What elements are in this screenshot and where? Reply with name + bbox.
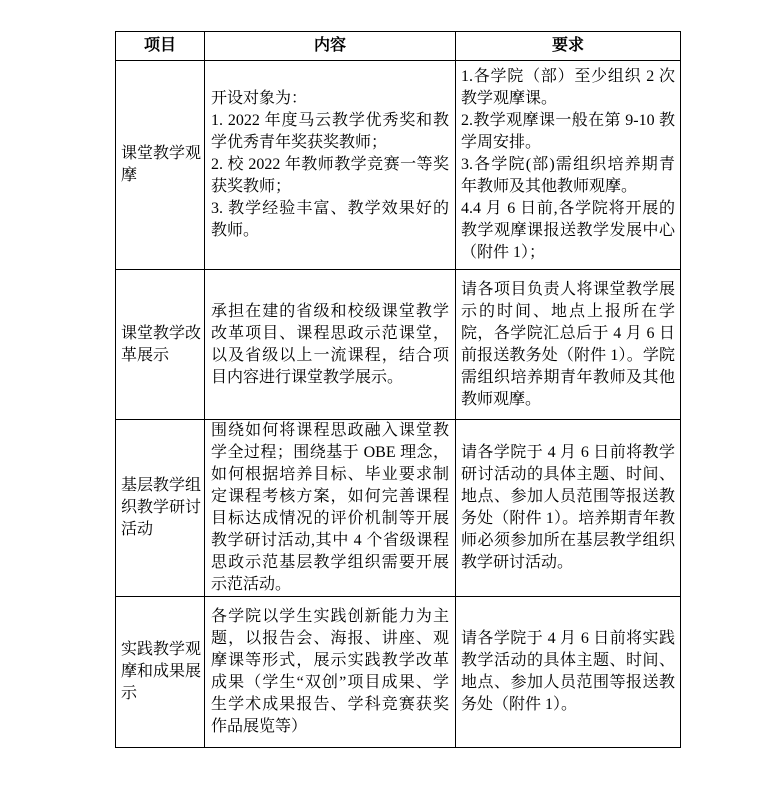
- table-row: [116, 270, 681, 420]
- requirement-paragraph: 4.4 月 6 日前,各学院将开展的教学观摩课报送教学发展中心（附件 1）；: [461, 200, 675, 261]
- requirements-cell: [456, 61, 681, 270]
- table-row: [116, 420, 681, 597]
- project-cell: [116, 420, 205, 597]
- content-paragraph: 承担在建的省级和校级课堂教学改革项目、课程思政示范课堂，以及省级以上一流课程，结合项目内容进行课堂教学展示。: [211, 302, 449, 386]
- requirements-cell: [456, 597, 681, 748]
- header-project: 项目: [116, 32, 205, 61]
- requirement-paragraph: 请各学院于 4 月 6 日前将教学研讨活动的具体主题、时间、地点、参加人员范围等报送教务处（附件 1）。培养期青年教师必须参加所在基层教学组织教学研讨活动。: [461, 444, 675, 571]
- content-paragraph: 开设对象为：: [211, 90, 308, 107]
- table-row: [116, 597, 681, 748]
- content-paragraph: 围绕如何将课程思政融入课堂教学全过程；围绕基于 OBE 理念，如何根据培养目标、毕业要求制定课程考核方案，如何完善课程目标达成情况的评价机制等开展教学研讨活动,其中 4 个省级课程思政示范基层教学组织需要开展示范活动。: [211, 422, 449, 593]
- project-label: 课堂教学观摩: [121, 145, 202, 184]
- project-cell: [116, 597, 205, 748]
- requirement-paragraph: 1.各学院（部）至少组织 2 次教学观摩课。: [461, 68, 675, 107]
- project-label: 基层教学组织教学研讨活动: [121, 477, 202, 538]
- content-paragraph: 各学院以学生实践创新能力为主题，以报告会、海报、讲座、观摩课等形式，展示实践教学改革成果（学生“双创”项目成果、学生学术成果报告、学科竞赛获奖作品展览等）: [211, 608, 449, 735]
- project-label: 课堂教学改革展示: [121, 324, 202, 364]
- header-requirements: 要求: [456, 32, 681, 61]
- content-cell: [205, 270, 456, 420]
- project-cell: [116, 61, 205, 270]
- requirement-paragraph: 3.各学院(部)需组织培养期青年教师及其他教师观摩。: [461, 156, 675, 195]
- project-cell: [116, 270, 205, 420]
- table-row: [116, 61, 681, 270]
- requirements-cell: [456, 420, 681, 597]
- content-cell: [205, 61, 456, 270]
- requirements-cell: [456, 270, 681, 420]
- project-label: 实践教学观摩和成果展示: [121, 641, 202, 702]
- requirement-paragraph: 请各学院于 4 月 6 日前将实践教学活动的具体主题、时间、地点、参加人员范围等报送教务处（附件 1）。: [461, 630, 675, 713]
- requirement-paragraph: 2.教学观摩课一般在第 9-10 教学周安排。: [461, 112, 675, 151]
- header-content: 内容: [205, 32, 456, 61]
- table-header-row: [116, 32, 681, 61]
- content-paragraph: 3. 教学经验丰富、教学效果好的教师。: [211, 200, 449, 239]
- content-paragraph: 2. 校 2022 年教师教学竞赛一等奖获奖教师；: [211, 156, 449, 195]
- project-table: [115, 31, 681, 748]
- requirement-paragraph: 请各项目负责人将课堂教学展示的时间、地点上报所在学院，各学院汇总后于 4 月 6 日前报送教务处（附件 1）。学院需组织培养期青年教师及其他教师观摩。: [461, 280, 675, 408]
- content-cell: [205, 597, 456, 748]
- content-paragraph: 1. 2022 年度马云教学优秀奖和教学优秀青年奖获奖教师；: [211, 112, 449, 151]
- content-cell: [205, 420, 456, 597]
